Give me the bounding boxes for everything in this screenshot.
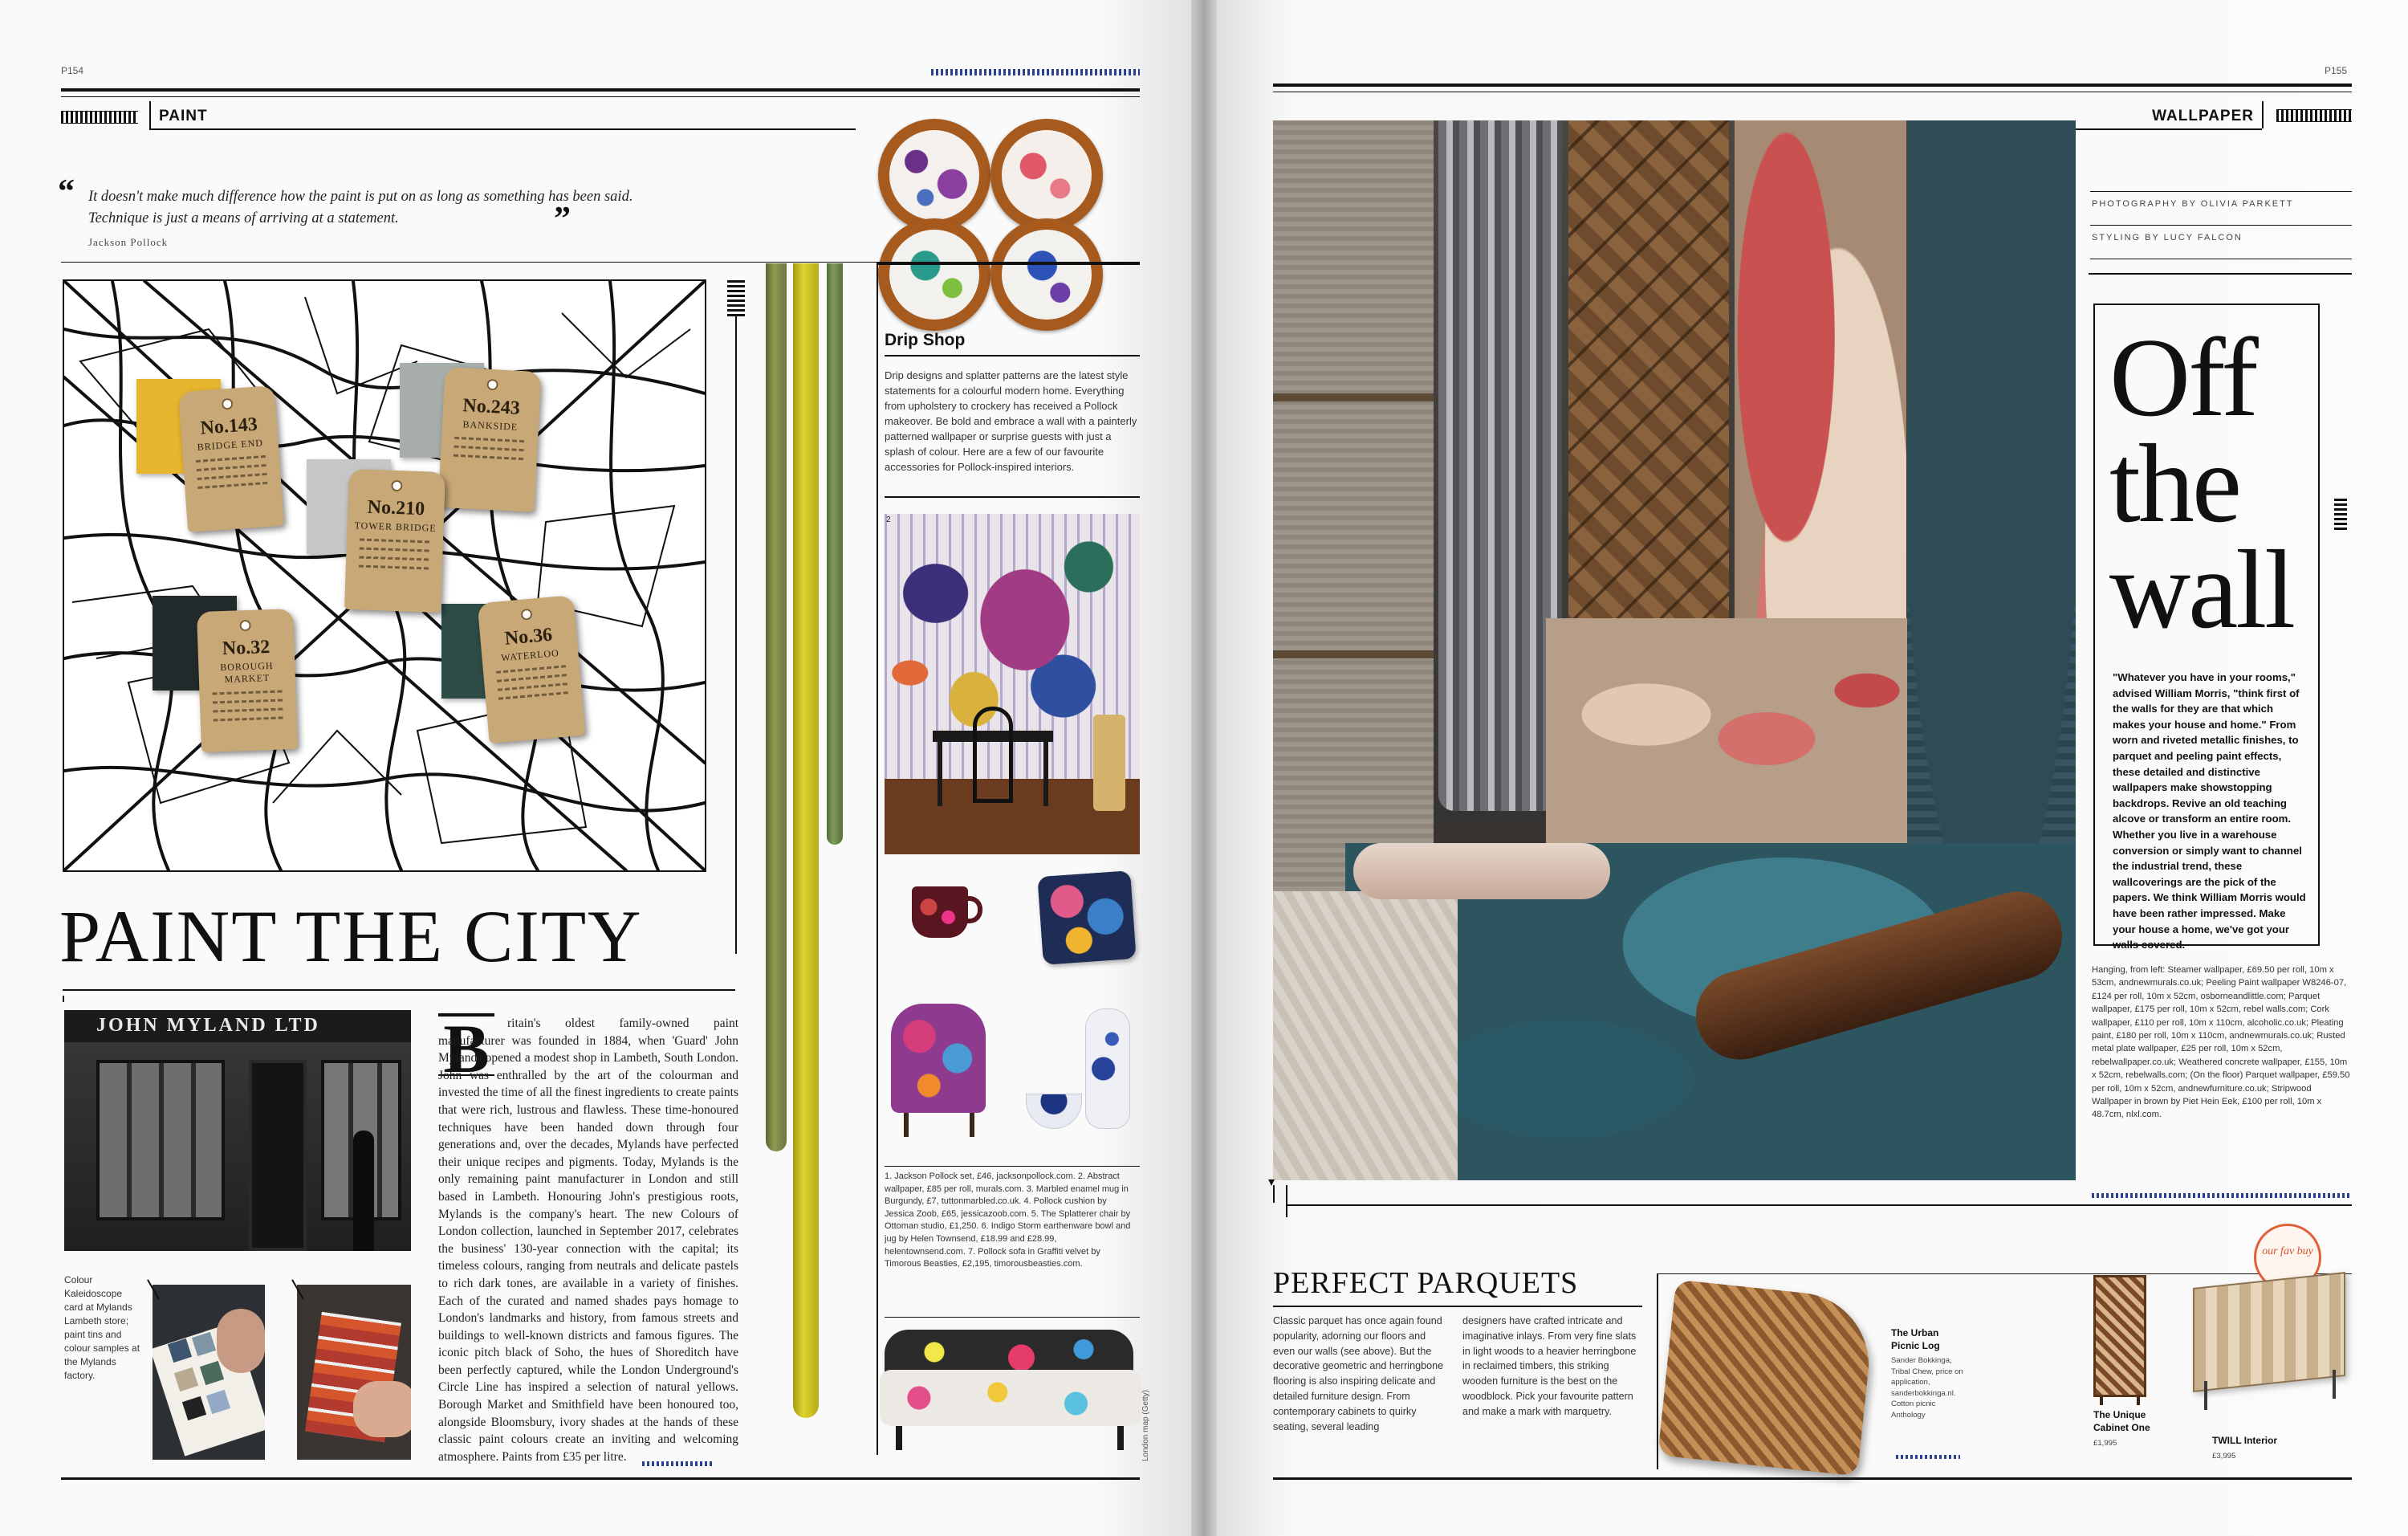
marbled-mug (912, 886, 968, 938)
product-desc-3: £3,995 (2212, 1452, 2236, 1461)
indigo-bowl (1026, 1094, 1082, 1129)
plate-teal (878, 218, 990, 331)
drop-cap: B (438, 1013, 494, 1076)
spine-credit: London map (Getty) (1141, 1390, 1150, 1461)
close-quote-mark: ” (554, 201, 571, 238)
quote-author: Jackson Pollock (88, 236, 169, 248)
unique-cabinet (2093, 1275, 2146, 1397)
paint-tag-5: No.36 WATERLOO (478, 595, 586, 744)
product-desc-1: Sander Bokkinga, Tribal Chew, price on application, sanderbokkinga.nl. Cotton picnic Anthology (1891, 1356, 1963, 1420)
title-word-1: Off (2109, 316, 2256, 440)
folio-right: P155 (2325, 65, 2348, 76)
footer-rule-left (61, 1477, 1140, 1480)
pollock-sofa (880, 1314, 1141, 1455)
paint-tag-4: No.32 BOROUGH MARKET (197, 609, 298, 752)
side-hatch-left (727, 278, 745, 316)
parquets-title: PERFECT PARQUETS (1273, 1266, 1579, 1300)
paint-tag-2: No.243 BANKSIDE (438, 367, 542, 512)
fav-buy-badge: our fav buy (2254, 1224, 2321, 1291)
left-page: P154 PAINT “ It doesn't make much difference how the paint is put on as long as something has been said. Technique is just a means of arriving at a statement. ” Jackson Pollock No.143 BRIDGE END No.243 BANKSIDE No.210 TOWER BRIDGE No.32 BOROUGH MARKET No.36 WATERLOO PAINT THE CITY JOHN MYLAND LTD Colour Kaleidoscope card at Mylands Lambeth store; paint tins and colour samples at the Mylands factory. B ritain's oldest family-owned paint manufacturer was founded in 1884, when 'Guard' John Mylands opened a modest shop in Lambeth, South London. John was enthralled by the art of the colourman and invested the time of all the finest ingredients to create paints that were rich, lustrous and flawless. These time-honoured techniques have been handed down through four generations and, over the decades, Mylands have perfected their unique recipes and pigments. Today, Mylands is the only remaining paint manufacturer in London and still based in Lambeth. Honouring John's prestigious roots, Mylands is the company's heart. The new Colours of London collection, launched in September 2017, celebrates the business' 130-year connection with the capital; its timeless colours, ranging from neutrals and delicate pastels to rich dark tones, are available in a variety of finishes. Each of the curated and named shades pays homage to London's landmarks and history, from famous streets and buildings to well-known districts and famous figures. The iconic pitch black of Soho, the hues of Shoreditch have been perfectly captured, while the London Underground's Circle Line has inspired a selection of natural yellows. Borough Market and Smithfield have been honoured too, alongside Bloomsbury, ivory shades at the hands of these classic paint colours create an inviting and welcoming atmosphere. Paints from £35 per litre. Drip Shop Drip designs and splatter patterns are the latest style statements for a colourful modern home. Everything from upholstery to crockery has received a Pollock makeover. Be bold and embrace a wall with a painterly patterned wallpaper or surprise guests with just a splash of colour. Here are a few of our favourite accessories for Pollock-inspired interiors. 2 1. Jackson Pollock set, £46, jacksonpollock.com. 2. Abstract wallpaper, £85 per roll, murals.com. 3. Marbled enamel mug in Burgundy, £7, tuttonmarbled.co.uk. 4. Pollock cushion by Jessica Zoob, £65, jessicazoob.com. 5. The Splatterer chair by Ottoman studio, £1,250. 6. Indigo Storm earthenware bowl and jug by Helen Townsend, £18.99 and £28.99, helentownsend.com. 7. Pollock sofa in Graffiti velvet by Timorous Beasties, £2,195, timorousbeasties.com. London map (Getty) (0, 0, 1191, 1536)
header-rule-right (1273, 84, 2352, 87)
abstract-wallpaper-room (885, 514, 1140, 854)
product-desc-2: £1,995 (2093, 1439, 2117, 1448)
splatter-chair (891, 1004, 986, 1113)
colour-card-photo (153, 1285, 265, 1460)
open-quote-mark: “ (58, 173, 75, 210)
paint-tins-photo (297, 1285, 411, 1460)
section-label-paint: PAINT (159, 108, 208, 124)
plate-pink (990, 119, 1103, 231)
product-name-3: TWILL Interior (2212, 1435, 2278, 1446)
article-body: ritain's oldest family-owned paint manufacturer was founded in 1884, when 'Guard' John Mylands opened a modest shop in Lambeth, South London. John was enthralled by the art of the colourman and invested the time of all the finest ingredients to create paints that were rich, lustrous and flawless. These time-honoured techniques have been handed down through four generations and, over the decades, Mylands have perfected their unique recipes and pigments. Today, Mylands is the only remaining paint manufacturer in London and still based in Lambeth. Honouring John's prestigious roots, Mylands is the company's heart. The new Colours of London collection, launched in September 2017, celebrates the business' 130-year connection with the capital; its timeless colours, ranging from neutrals and delicate pastels to rich dark tones, are available in a variety of finishes. Each of the curated and named shades pays homage to London's landmarks and history, from famous streets and buildings to well-known districts and famous figures. The iconic pitch black of Soho, the hues of Shoreditch have been perfectly captured, while the London Underground's Circle Line has inspired a selection of natural yellows. Borough Market and Smithfield have been honoured too, alongside Bloomsbury, ivory shades at the hands of these classic paint colours create an inviting and welcoming atmosphere. Paints from £35 per litre. (438, 1017, 738, 1464)
wallpaper-hero-photo (1273, 120, 2076, 1180)
paint-tag-3: No.210 TOWER BRIDGE (344, 469, 445, 613)
twill-sideboard (2193, 1272, 2345, 1392)
yellow-paint-drip (793, 263, 819, 1418)
plate-purple (878, 119, 990, 231)
london-map-image (63, 279, 706, 872)
drip-shop-credits: 1. Jackson Pollock set, £46, jacksonpollock.com. 2. Abstract wallpaper, £85 per roll, murals.com. 3. Marbled enamel mug in Burgundy, £7, tuttonmarbled.co.uk. 4. Pollock cushion by Jessica Zoob, £65, jessicazoob.com. 5. The Splatterer chair by Ottoman studio, £1,250. 6. Indigo Storm earthenware bowl and jug by Helen Townsend, £18.99 and £28.99, helentownsend.com. 7. Pollock sofa in Graffiti velvet by Timorous Beasties, £2,195, timorousbeasties.com. (885, 1171, 1131, 1269)
olive-paint-drip (766, 263, 787, 1151)
pollock-cushion (1037, 870, 1136, 965)
header-rule-left (61, 88, 1140, 92)
paint-tag-1: No.143 BRIDGE END (178, 385, 284, 532)
footer-rule-right (1273, 1477, 2352, 1480)
styling-credit: STYLING BY LUCY FALCON (2092, 233, 2243, 242)
section-hatch-left (61, 111, 138, 124)
article-title: PAINT THE CITY (59, 895, 643, 977)
title-word-3: wall (2109, 528, 2294, 652)
drip-shop-title: Drip Shop (885, 331, 966, 349)
parquets-text-1: Classic parquet has once again found popularity, adorning our floors and even our walls (see above). But the decorative geometric and herringbone flooring is also inspiring delicate and detailed furniture design. From contemporary cabinets to quirky seating, several leading (1273, 1315, 1444, 1432)
title-word-2: the (2109, 422, 2240, 546)
standfirst: "Whatever you have in your rooms," advised William Morris, "think first of the walls for they are that which makes your house and home." From worn and riveted metallic finishes, to parquet and peeling paint effects, these detailed and distinctive wallpapers make showstopping backdrops. Revive an old teaching alcove or transform an entire room. Whether you live in a warehouse conversion or simply want to channel the industrial trend, these wallcoverings are the pick of the papers. We think William Morris would have been rather impressed. Make your house a home, we've got your walls covered. (2113, 671, 2306, 951)
section-hatch-right (2276, 109, 2352, 122)
right-page: P155 WALLPAPER ▾ PHOTOGRAPHY BY OLIVIA PARKETT STYLING BY LUCY FALCON Off the wall "Whatever you have in your rooms," advised William Morris, "think first of the walls for they are that which makes your house and home." From worn and riveted metallic finishes, to parquet and peeling paint effects, these detailed and distinctive wallpapers make showstopping backdrops. Revive an old teaching alcove or transform an entire room. Whether you live in a warehouse conversion or simply want to channel the industrial trend, these wallcoverings are the pick of the papers. We think William Morris would have been rather impressed. Make your house a home, we've got your walls covered. Hanging, from left: Steamer wallpaper, £69.50 per roll, 10m x 53cm, andnewmurals.co.uk; Peeling Paint wallpaper W8246-07, £124 per roll, 10m x 52cm, osborneandlittle.com; Parquet wallpaper, £175 per roll, 10m x 52cm, rebel walls.com; Cork wallpaper, £110 per roll, 10m x 110cm, alcoholic.co.uk; Pleating paint, £180 per roll, 10m x 110cm, andnewmurals.co.uk; Rusted metal plate wallpaper, £25 per roll, 10m x 52cm, rebelwallpaper.co.uk; Weathered concrete wallpaper, £155, 10m x 52cm, rebelwalls.com; (On the floor) Parquet wallpaper, £59.50 per roll, 10m x 52cm, andnewfurniture.co.uk; Stripwood Wallpaper in brown by Piet Hein Eek, £100 per roll, 10m x 48.7cm, nlxl.com. PERFECT PARQUETS Classic parquet has once again found popularity, adorning our floors and even our walls (see above). But the decorative geometric and herringbone flooring is also inspiring delicate and detailed furniture design. From contemporary cabinets to quirky seating, several leading designers have crafted intricate and imaginative inlays. From very fine slats in light woods to a heavier herringbone in reclaimed timbers, this striking wooden furniture is the best on the woodblock. Pick your favourite pattern and make a mark with marquetry. The Urban Picnic Log Sander Bokkinga, Tribal Chew, price on application, sanderbokkinga.nl. Cotton picnic Anthology The Unique Cabinet One £1,995 our fav buy TWILL Interior £3,995 (1217, 0, 2408, 1536)
indigo-jug (1085, 1008, 1130, 1129)
spine-gutter (1191, 0, 1217, 1536)
mylands-shop-photo (64, 1010, 411, 1251)
hanging-credits: Hanging, from left: Steamer wallpaper, £69.50 per roll, 10m x 53cm, andnewmurals.co.uk; Peeling Paint wallpaper W8246-07, £124 per roll, 10m x 52cm, osborneandlittle.com; Parquet wallpaper, £175 per roll, 10m x 52cm, rebel walls.com; Cork wallpaper, £110 per roll, 10m x 110cm, alcoholic.co.uk; Pleating paint, £180 per roll, 10m x 110cm, andnewmurals.co.uk; Rusted metal plate wallpaper, £25 per roll, 10m x 52cm, rebelwallpaper.co.uk; Weathered concrete wallpaper, £155, 10m x 52cm, rebelwalls.com; (On the floor) Parquet wallpaper, £59.50 per roll, 10m x 52cm, andnewfurniture.co.uk; Stripwood Wallpaper in brown by Piet Hein Eek, £100 per roll, 10m x 48.7cm, nlxl.com. (2092, 965, 2350, 1120)
header-pattern-left (931, 69, 1140, 75)
caption-left: Colour Kaleidoscope card at Mylands Lambeth store; paint tins and colour samples at the Mylands factory. (64, 1274, 140, 1381)
photo-credit: PHOTOGRAPHY BY OLIVIA PARKETT (2092, 199, 2294, 209)
product-name-1: The Urban Picnic Log (1891, 1327, 1940, 1351)
product-name-2: The Unique Cabinet One (2093, 1409, 2150, 1433)
pull-quote: It doesn't make much difference how the paint is put on as long as something has been said. Technique is just a means of arriving at a statement. (88, 189, 633, 226)
section-label-wallpaper: WALLPAPER (2152, 108, 2254, 124)
drip-shop-intro: Drip designs and splatter patterns are the latest style statements for a colourful modern home. Everything from upholstery to crockery has received a Pollock makeover. Be bold and embrace a wall with a painterly patterned wallpaper or surprise guests with just a splash of colour. Here are a few of our favourite accessories for Pollock-inspired interiors. (885, 369, 1137, 473)
urban-picnic-log (1658, 1280, 1876, 1477)
shop-sign: JOHN MYLAND LTD (96, 1015, 320, 1036)
plate-blue (990, 218, 1103, 331)
green-paint-drip (827, 263, 843, 845)
folio-left: P154 (61, 65, 84, 76)
parquets-text-2: designers have crafted intricate and imaginative inlays. From very fine slats in light woods to a heavier herringbone in reclaimed timbers, this striking wooden furniture is the best on the woodblock. Pick your favourite pattern and make a mark with marquetry. (1462, 1315, 1637, 1417)
